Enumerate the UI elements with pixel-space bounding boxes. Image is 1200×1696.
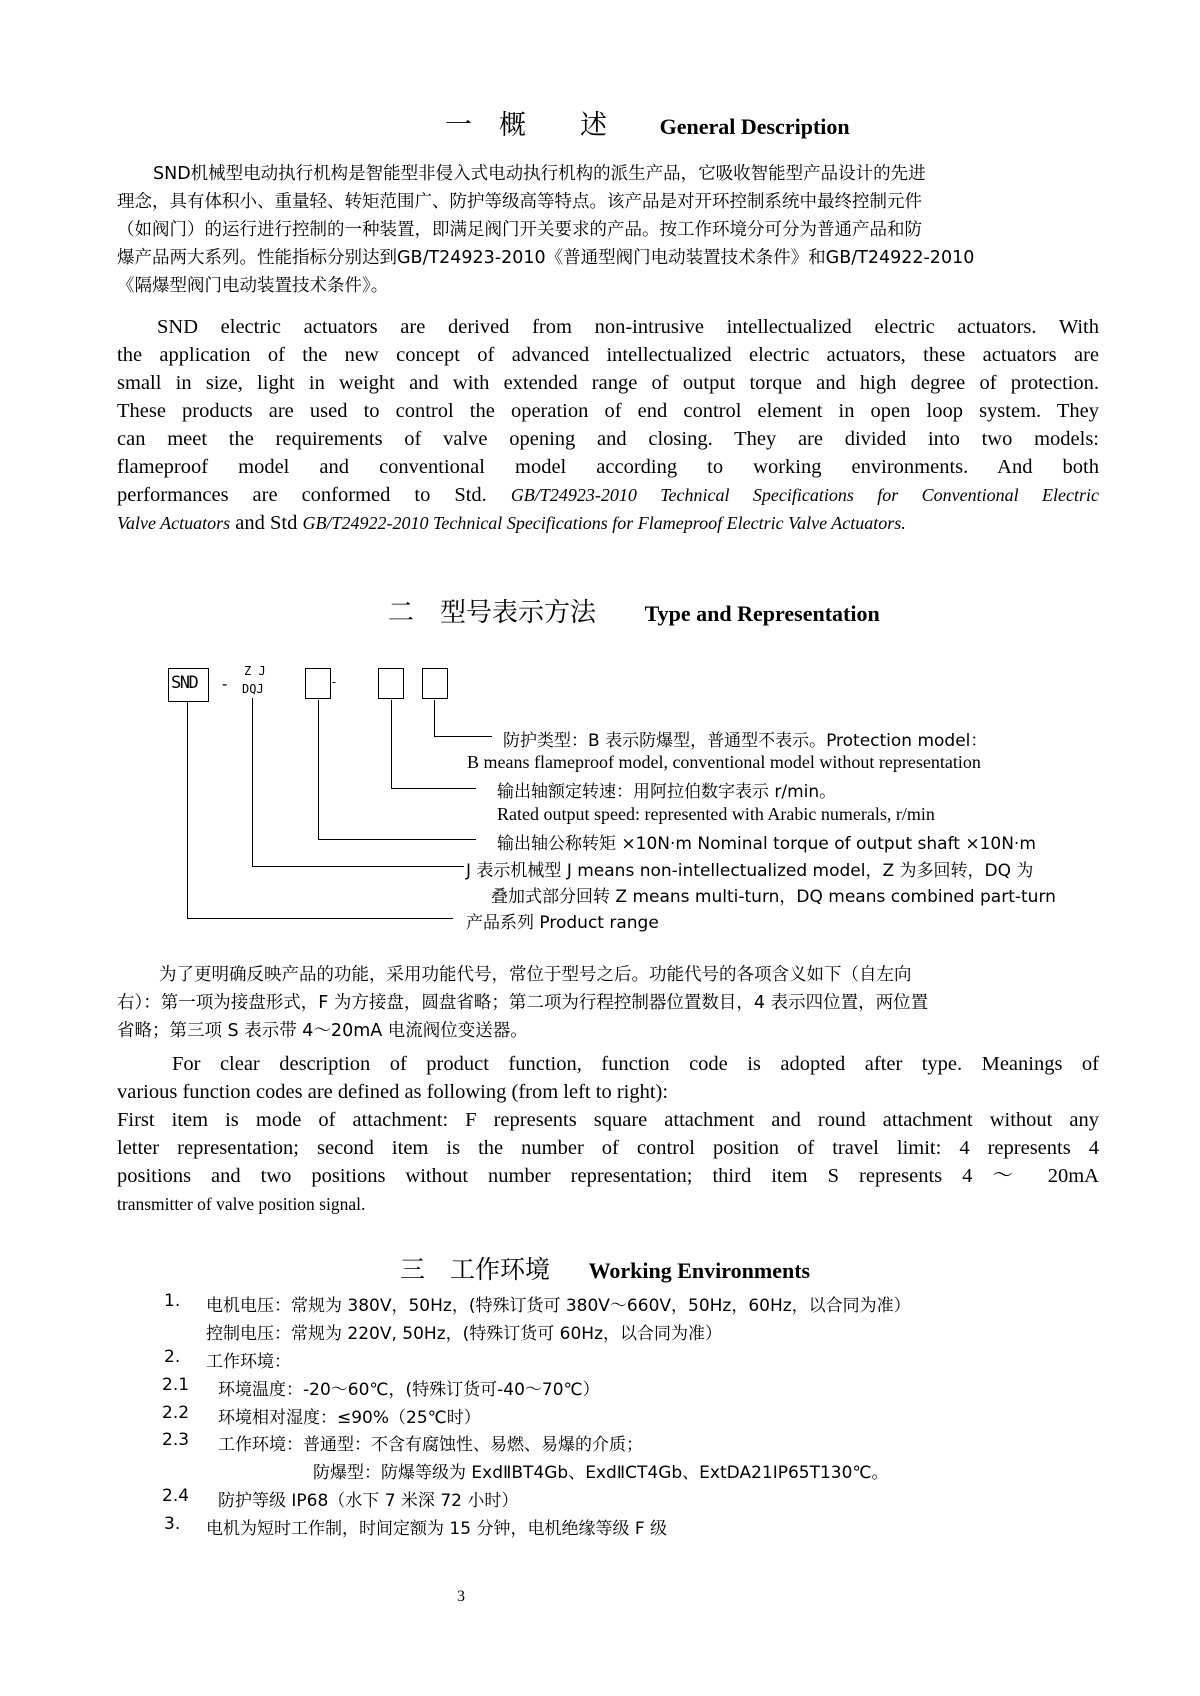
legend-torque: 输出轴公称转矩 ×10N·m Nominal torque of output shaft ×10N·m — [497, 834, 1036, 854]
leader-torque — [318, 700, 319, 839]
cn-line: 理念，具有体积小、重量轻、转矩范围广、防护等级高等特点。该产品是对开环控制系统中最终控制元件 — [117, 192, 922, 212]
env-num: 2.1 — [162, 1375, 190, 1395]
env-num: 1. — [164, 1291, 181, 1311]
section1-title-cn: 一 概 述 — [445, 110, 607, 141]
env-text: 控制电压：常规为 220V, 50Hz，(特殊订货可 60Hz，以合同为准） — [206, 1324, 723, 1344]
snd-box — [168, 668, 209, 702]
env-text: 电机为短时工作制，时间定额为 15 分钟，电机绝缘等级 F 级 — [206, 1519, 668, 1539]
leader-range — [187, 702, 188, 918]
cn-line: 省略；第三项 S 表示带 4～20mA 电流阀位变送器。 — [117, 1021, 528, 1041]
section1-cn-paragraph — [117, 160, 1089, 300]
section3-title-cn: 三 工作环境 — [400, 1255, 551, 1284]
legend-range: 产品系列 Product range — [466, 913, 659, 933]
snd-label: SND — [171, 673, 198, 693]
leader-speed-h — [391, 788, 476, 789]
env-num: 3. — [164, 1514, 181, 1534]
env-num: 2.4 — [162, 1486, 190, 1506]
std-text: performances are conformed to Std. — [117, 484, 511, 506]
leader-range-h — [187, 918, 453, 919]
speed-box — [378, 668, 404, 699]
legend-model-2: 叠加式部分回转 Z means multi-turn，DQ means combined part-turn — [491, 887, 1056, 907]
cn-line: （如阀门）的运行进行控制的一种装置，即满足阀门开关要求的产品。按工作环境分可分为普通产品和防 — [117, 220, 922, 240]
env-num: 2. — [164, 1347, 181, 1367]
section3-title — [400, 1250, 810, 1286]
box-dash: - — [332, 675, 337, 689]
section2-cn-paragraph — [117, 961, 1099, 1045]
section2-en-paragraph — [117, 1050, 1099, 1218]
env-text: 环境温度：-20～60℃，(特殊订货可-40～70℃） — [218, 1380, 600, 1400]
en-line: positions and two positions without number representation; third item S represents 4 ～ 20mA — [117, 1165, 1099, 1187]
legend-speed-cn: 输出轴额定转速：用阿拉伯数字表示 r/min。 — [497, 782, 837, 802]
leader-model-h — [252, 866, 464, 867]
std-text: and Std — [230, 512, 303, 534]
legend-protection-cn: 防护类型：B 表示防爆型，普通型不表示。Protection model： — [503, 731, 988, 751]
section1-title — [445, 103, 850, 142]
en-line: For clear description of product function, function code is adopted after type. Meanings of — [172, 1053, 1099, 1075]
section1-title-en: General Description — [659, 114, 850, 139]
en-line — [117, 509, 1099, 537]
en-line: the application of the new concept of advanced intellectualized electric actuators, these actuators are — [117, 344, 1099, 366]
protection-box — [422, 668, 448, 699]
std-ref-1: GB/T24923-2010 Technical Specifications for Conventional Electric — [510, 485, 1099, 505]
section2-title-en: Type and Representation — [644, 601, 880, 626]
env-text: 电机电压：常规为 380V，50Hz，(特殊订货可 380V～660V，50Hz，60Hz，以合同为准） — [206, 1296, 911, 1316]
env-text: 防爆型：防爆等级为 ExdⅡBT4Gb、ExdⅡCT4Gb、ExtDA21IP65T130℃。 — [313, 1463, 889, 1483]
code-dqj: DQJ — [242, 682, 264, 696]
en-line: First item is mode of attachment: F represents square attachment and round attachment without any — [117, 1109, 1099, 1131]
cn-line: 爆产品两大系列。性能指标分别达到GB/T24923-2010《普通型阀门电动装置技术条件》和GB/T24922-2010 — [117, 248, 975, 268]
leader-protection-h — [434, 736, 492, 737]
page-number: 3 — [457, 1588, 465, 1605]
en-line: SND electric actuators are derived from non-intrusive intellectualized electric actuators. With — [157, 316, 1099, 338]
cn-line: SND机械型电动执行机构是智能型非侵入式电动执行机构的派生产品，它吸收智能型产品设计的先进 — [153, 164, 926, 184]
env-num: 2.3 — [162, 1430, 190, 1450]
legend-speed-en: Rated output speed: represented with Arabic numerals, r/min — [497, 804, 935, 824]
cn-line: 为了更明确反映产品的功能，采用功能代号，常位于型号之后。功能代号的各项含义如下（自左向 — [159, 965, 912, 985]
legend-model-1: J 表示机械型 J means non-intellectualized model，Z 为多回转，DQ 为 — [466, 861, 1034, 881]
env-text: 工作环境：普通型：不含有腐蚀性、易燃、易爆的介质； — [218, 1435, 643, 1455]
env-text: 工作环境： — [206, 1352, 291, 1372]
legend-protection-en: B means flameproof model, conventional model without representation — [467, 752, 981, 772]
section3-title-en: Working Environments — [588, 1258, 811, 1283]
std-ref-1-end: Valve Actuators — [117, 513, 231, 533]
en-line: These products are used to control the operation of end control element in open loop system. They — [117, 400, 1099, 422]
en-line — [117, 481, 1099, 509]
std-ref-2: GB/T24922-2010 Technical Specifications for Flameproof Electric Valve Actuators. — [302, 513, 906, 533]
en-line: transmitter of valve position signal. — [117, 1194, 366, 1214]
cn-line: 右）：第一项为接盘形式，F 为方接盘，圆盘省略；第二项为行程控制器位置数目，4 表示四位置，两位置 — [117, 993, 929, 1013]
torque-box — [305, 668, 331, 699]
en-line: letter representation; second item is the number of control position of travel limit: 4 represents 4 — [117, 1137, 1099, 1159]
code-zj: Z J — [244, 664, 266, 678]
leader-torque-h — [318, 839, 476, 840]
code-dash: - — [222, 674, 228, 693]
leader-speed — [391, 700, 392, 788]
en-line: various function codes are defined as following (from left to right): — [117, 1081, 669, 1103]
section2-title-cn: 二 型号表示方法 — [388, 598, 597, 628]
leader-model — [252, 698, 253, 866]
cn-line: 《隔爆型阀门电动装置技术条件》。 — [117, 276, 389, 296]
en-line: flameproof model and conventional model according to working environments. And both — [117, 456, 1099, 478]
en-line: can meet the requirements of valve opening and closing. They are divided into two models: — [117, 428, 1099, 450]
env-text: 环境相对湿度：≤90%（25℃时） — [218, 1408, 481, 1428]
env-num: 2.2 — [162, 1403, 190, 1423]
section1-en-paragraph — [117, 313, 1099, 537]
en-line: small in size, light in weight and with extended range of output torque and high degree of protection. — [117, 372, 1099, 394]
env-text: 防护等级 IP68（水下 7 米深 72 小时） — [218, 1491, 519, 1511]
leader-protection — [434, 700, 435, 736]
section2-title — [388, 592, 880, 629]
